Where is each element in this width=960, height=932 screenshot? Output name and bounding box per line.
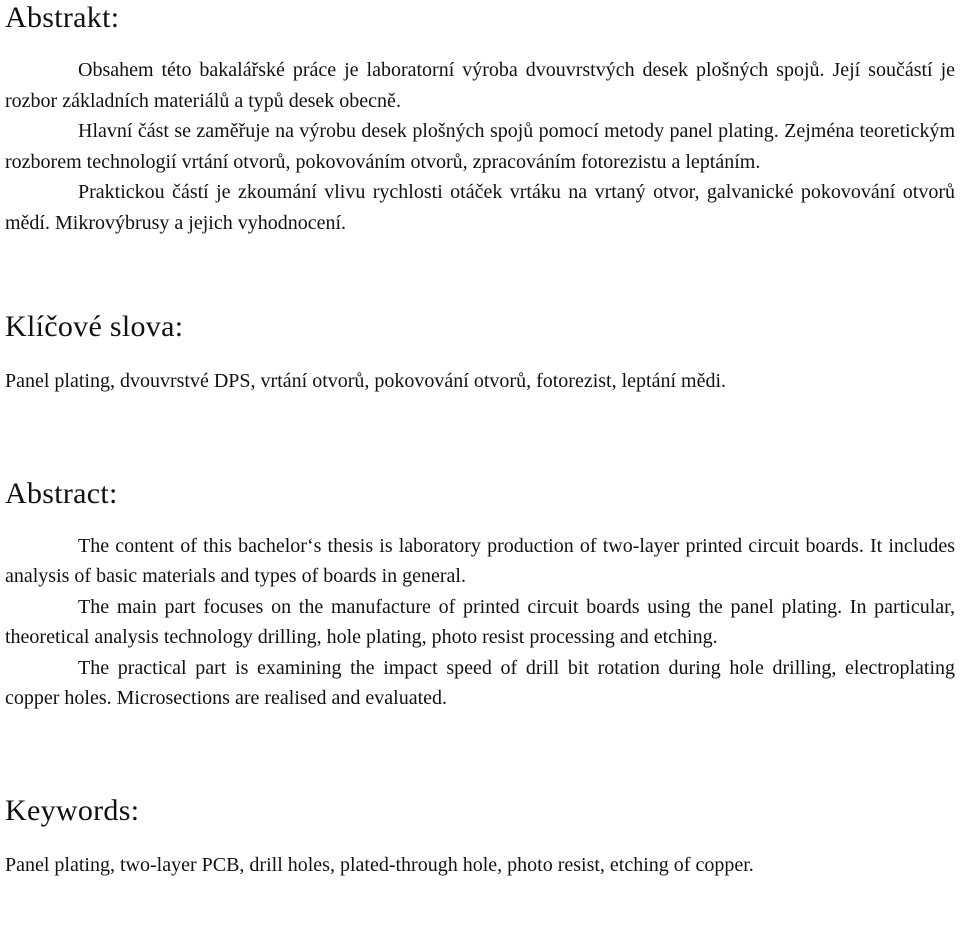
abstract-heading: Abstract: [5,476,118,510]
abstract-paragraph-2: The main part focuses on the manufacture of printed circuit boards using the panel plating. In particular, theoretical analysis technology drilling, hole plating, photo resist processing and etching. [5,595,955,648]
abstrakt-paragraph-1: Obsahem této bakalářské práce je laboratorní výroba dvouvrstvých desek plošných spojů. Její součástí je rozbor základních materiálů a typů desek obecně. [5,59,955,112]
keywords-body [5,850,955,881]
abstrakt-paragraph-2: Hlavní část se zaměřuje na výrobu desek plošných spojů pomocí metody panel plating. Zejména teoretickým rozborem technologií vrtání otvorů, pokovováním otvorů, zpracováním fotorezistu a leptáním. [5,120,955,173]
keywords-heading: Keywords: [5,793,140,827]
abstract-paragraph-1: The content of this bachelor‘s thesis is laboratory production of two-layer printed circuit boards. It includes analysis of basic materials and types of boards in general. [5,534,955,587]
abstract-paragraph-3: The practical part is examining the impact speed of drill bit rotation during hole drilling, electroplating copper holes. Microsections are realised and evaluated. [5,656,955,709]
klicova-slova-heading: Klíčové slova: [5,310,184,343]
abstract-body [5,531,955,714]
klicova-slova-text: Panel plating, dvouvrstvé DPS, vrtání otvorů, pokovování otvorů, fotorezist, leptání mědi. [5,370,727,392]
abstrakt-paragraph-3: Praktickou částí je zkoumání vlivu rychlosti otáček vrtáku na vrtaný otvor, galvanické pokovování otvorů mědí. Mikrovýbrusy a jejich vyhodnocení. [5,181,955,234]
abstrakt-heading: Abstrakt: [5,1,120,34]
keywords-text: Panel plating, two-layer PCB, drill holes, plated-through hole, photo resist, etching of copper. [5,853,754,876]
abstrakt-body [5,55,955,238]
klicova-slova-body [5,366,955,397]
document-page [5,0,955,880]
